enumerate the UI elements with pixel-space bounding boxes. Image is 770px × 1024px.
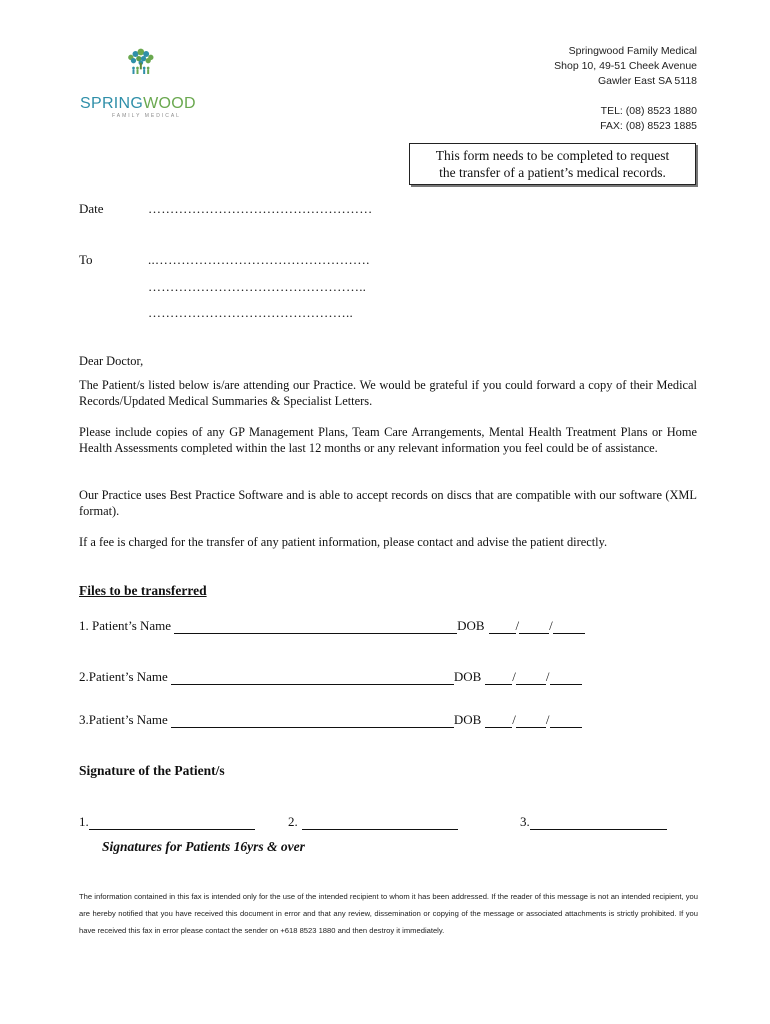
dob-field-3[interactable]: / /	[485, 712, 581, 728]
letter-paragraph-1: The Patient/s listed below is/are attending our Practice. We would be grateful if you could forward a copy of their Medical Records/Updated Medical Summaries & Specialist Letters.	[79, 378, 697, 408]
practice-name: Springwood Family Medical	[568, 45, 697, 57]
patient-row-1	[79, 618, 585, 634]
patient-name-field-1[interactable]	[174, 621, 457, 634]
date-label: Date	[79, 201, 104, 216]
to-field-line2[interactable]: …………………………………………..	[148, 279, 367, 294]
to-field-line1[interactable]: ..………………………………………….	[148, 252, 370, 267]
practice-address-line1: Shop 10, 49-51 Cheek Avenue	[554, 60, 697, 72]
logo-wordmark	[80, 95, 196, 113]
logo-subtitle: FAMILY MEDICAL	[112, 113, 181, 119]
patient-name-label-3: 3.Patient’s Name	[79, 712, 168, 727]
to-label: To	[79, 252, 93, 267]
logo-word-part1: SPRING	[80, 95, 144, 112]
salutation: Dear Doctor,	[79, 354, 144, 368]
practice-fax: FAX: (08) 8523 1885	[600, 120, 697, 132]
letter-paragraph-3: Our Practice uses Best Practice Software and is able to accept records on discs that are compatible with our software (XML format).	[79, 488, 697, 518]
notice-line2: the transfer of a patient’s medical records.	[439, 165, 666, 180]
signature-heading: Signature of the Patient/s	[79, 763, 225, 778]
date-field[interactable]: ……………………………………………	[148, 201, 373, 216]
notice-line1: This form needs to be completed to request	[435, 148, 670, 163]
practice-address-block	[554, 44, 697, 134]
patient-row-3	[79, 712, 582, 728]
dob-field-2[interactable]: / /	[485, 669, 581, 685]
signature-slot-3	[520, 814, 667, 830]
signature-label-1: 1.	[79, 814, 89, 829]
springwood-logo-tree	[78, 48, 203, 96]
signature-label-2: 2.	[288, 814, 298, 829]
signature-label-3: 3.	[520, 814, 530, 829]
fax-disclaimer: The information contained in this fax is intended only for the use of the intended recipient to whom it has been addressed. If the reader of this message is not an intended recipient, you are hereby notified that you have received this document in error and that any review, dissemination or copying of the message or associated attachments is strictly prohibited. If you have received this fax in error please contact the sender on +618 8523 1880 and then destroy it immediately.	[79, 892, 698, 935]
signature-slot-2	[288, 814, 458, 830]
letter-paragraph-4: If a fee is charged for the transfer of any patient information, please contact and advise the patient directly.	[79, 535, 608, 549]
dob-field-1[interactable]: / /	[489, 618, 585, 634]
patient-name-field-3[interactable]	[171, 715, 454, 728]
dob-label-3: DOB	[453, 712, 482, 727]
signature-field-2[interactable]	[302, 817, 458, 830]
patient-row-2	[79, 669, 582, 685]
practice-tel: TEL: (08) 8523 1880	[600, 105, 697, 117]
patient-name-field-2[interactable]	[171, 672, 454, 685]
notice-box	[409, 143, 696, 185]
signature-slot-1	[79, 814, 255, 830]
files-heading: Files to be transferred	[79, 583, 207, 598]
to-field-line3[interactable]: ………………………………………..	[148, 305, 353, 320]
practice-address-line2: Gawler East SA 5118	[597, 75, 697, 87]
dob-label-2: DOB	[453, 669, 482, 684]
patient-name-label-1: 1. Patient’s Name	[79, 618, 172, 633]
letter-paragraph-2: Please include copies of any GP Management Plans, Team Care Arrangements, Mental Health Treatment Plans or Home Health Assessments completed within the last 12 months or any relevant information you feel could be of assistance.	[79, 425, 697, 455]
signature-age-note: Signatures for Patients 16yrs & over	[102, 839, 305, 854]
signature-field-3[interactable]	[530, 817, 667, 830]
patient-name-label-2: 2.Patient’s Name	[79, 669, 168, 684]
dob-label-1: DOB	[457, 618, 485, 633]
signature-field-1[interactable]	[89, 817, 255, 830]
logo-word-part2: WOOD	[143, 95, 196, 112]
